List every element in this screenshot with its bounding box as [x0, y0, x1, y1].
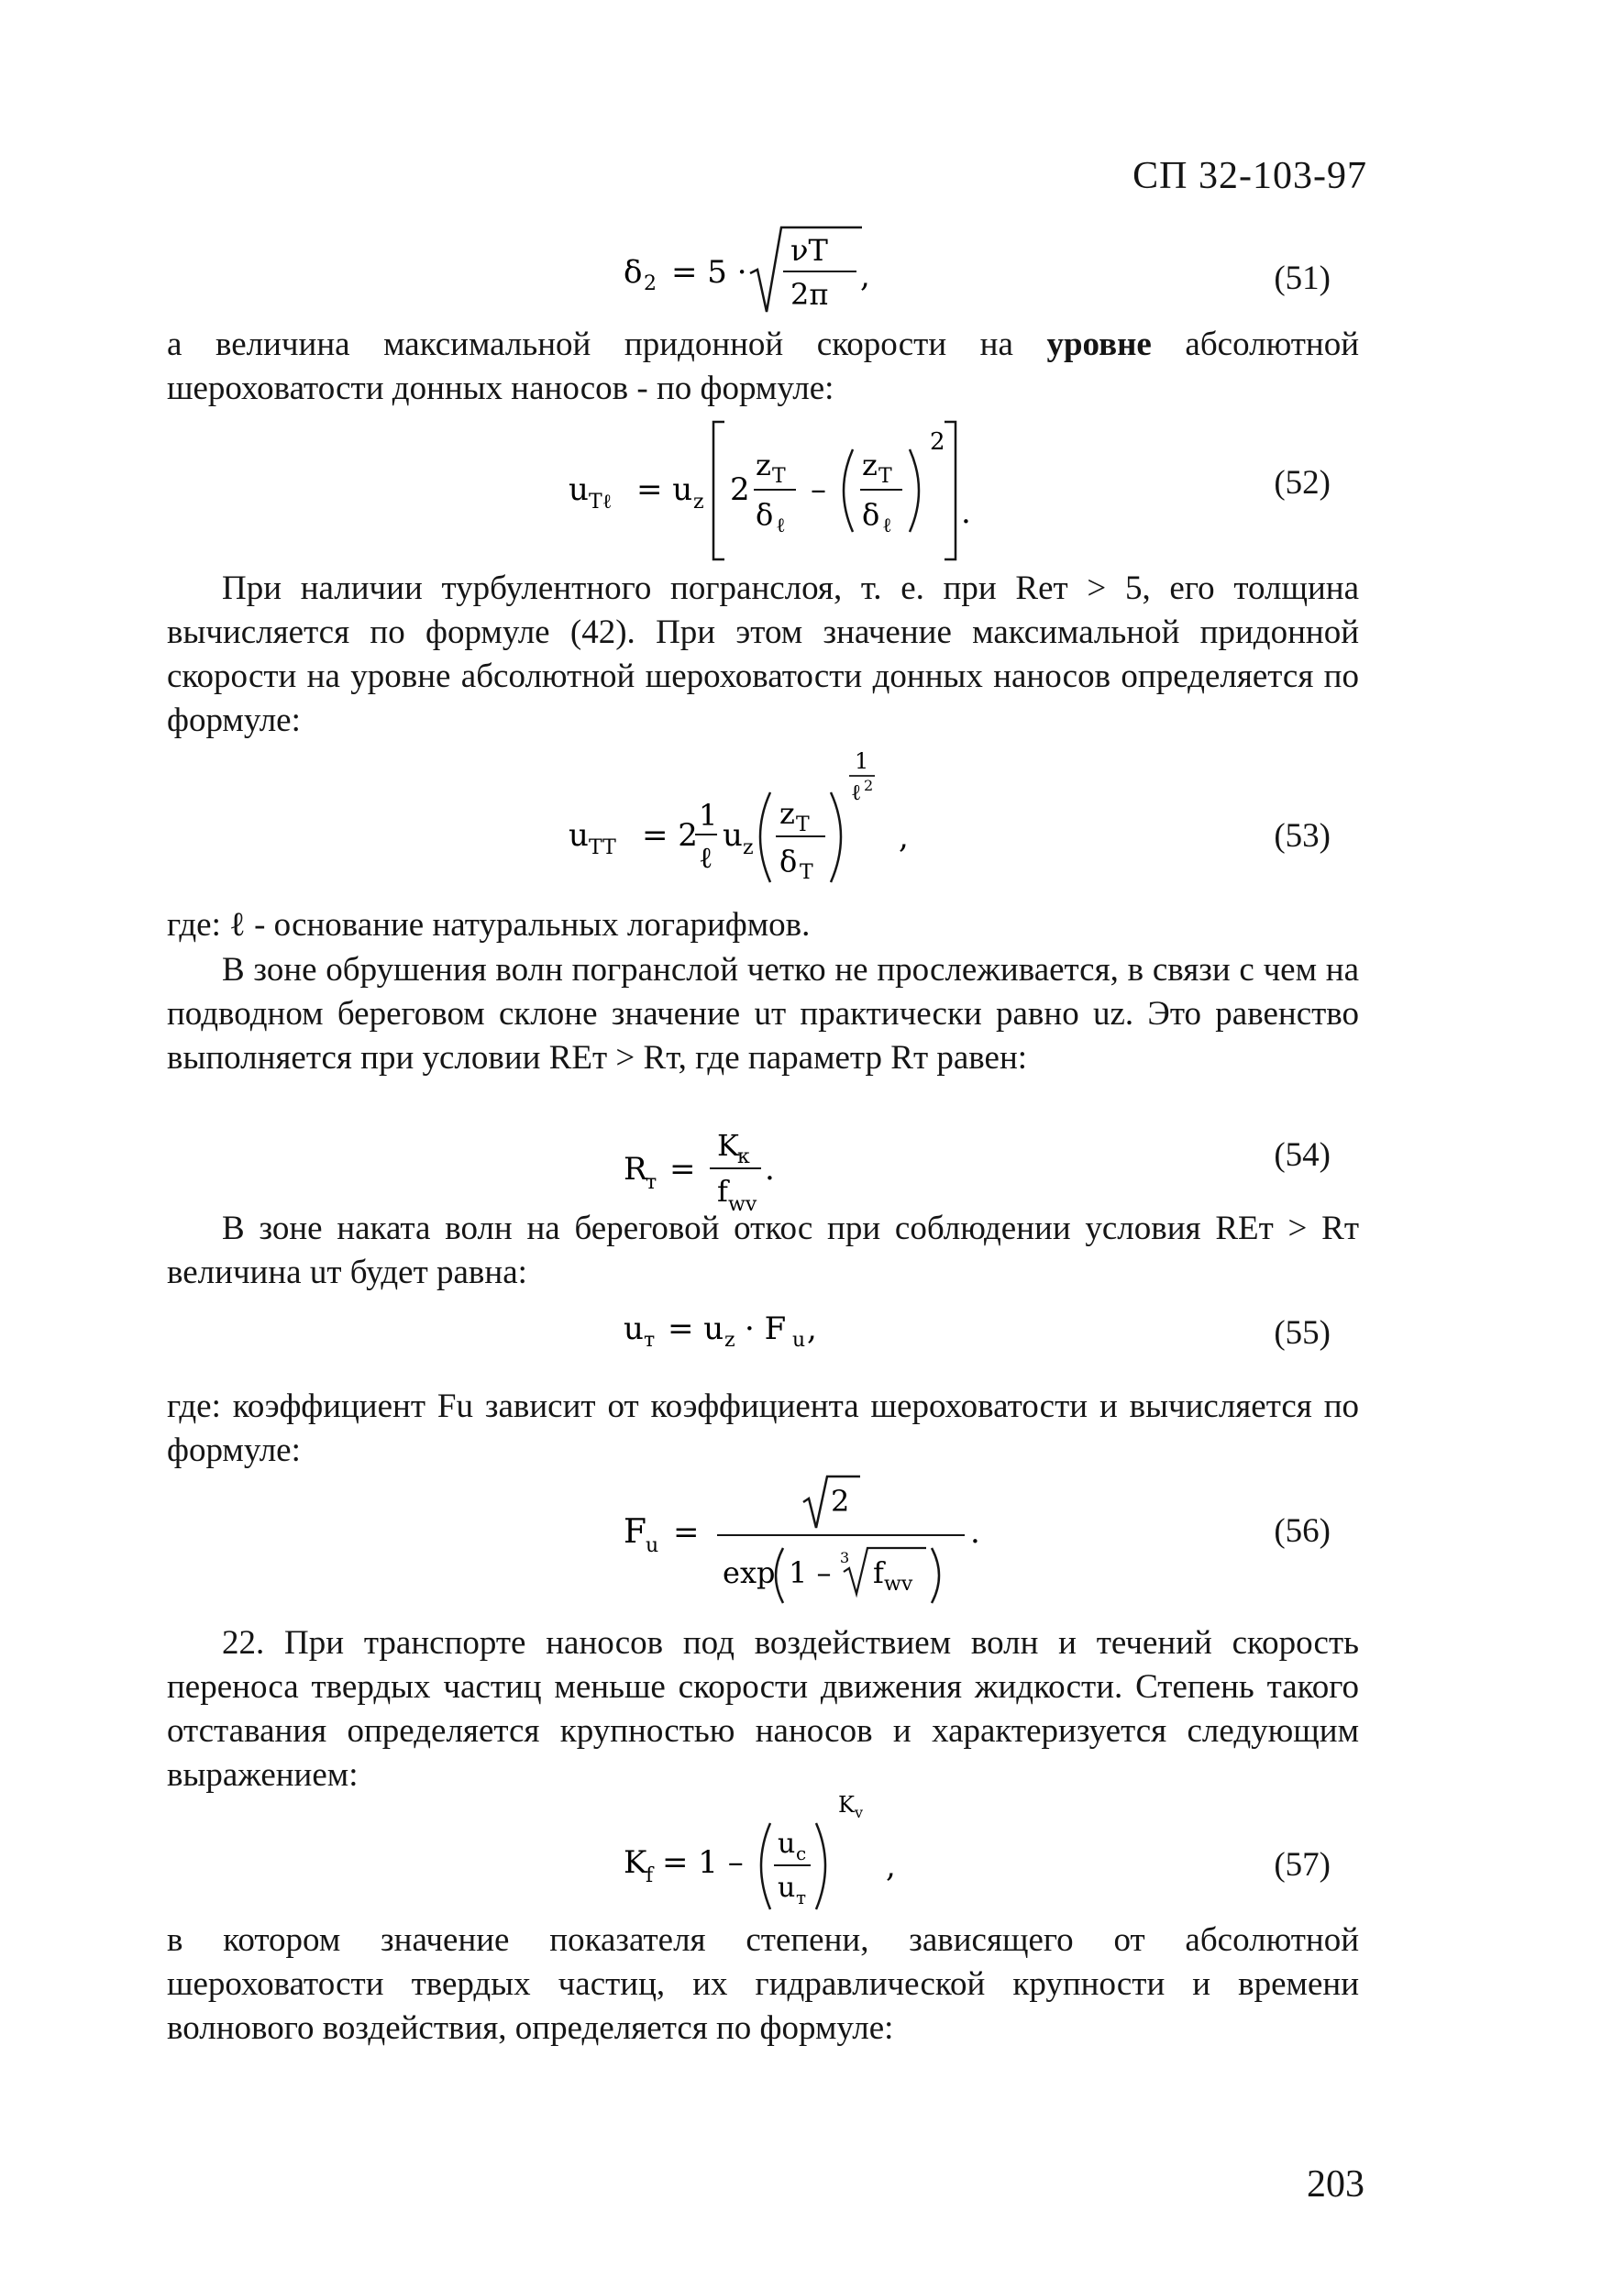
paragraph-wave-breaking-zone: В зоне обрушения волн погранслой четко не прослеживается, в связи с чем на подводном береговом склоне значение uт практически равно uz. Это равенство выполняется при условии REт > Rт, где параметр Rт равен:	[167, 951, 1359, 1077]
svg-text:R: R	[624, 1151, 647, 1188]
equation-number-55: (55)	[1274, 1314, 1331, 1352]
svg-text:=: =	[669, 1151, 696, 1188]
paragraph-fu-coefficient: где: коэффициент Fu зависит от коэффициента шероховатости и вычисляется по формуле:	[167, 1388, 1359, 1469]
formula-56	[614, 1465, 1000, 1612]
paragraph-max-bottom-velocity	[167, 323, 1359, 411]
svg-text:u: u	[569, 817, 589, 854]
svg-text:= 2: = 2	[642, 817, 698, 854]
equation-number-56: (56)	[1274, 1512, 1331, 1550]
svg-text:1: 1	[855, 748, 869, 774]
formula-52	[559, 413, 1073, 569]
svg-text:u: u	[778, 1872, 796, 1904]
svg-text:F: F	[624, 1513, 646, 1551]
svg-text:,: ,	[860, 258, 870, 294]
equation-number-57: (57)	[1274, 1846, 1331, 1884]
svg-text:ℓ: ℓ	[776, 514, 786, 537]
svg-text:TT: TT	[589, 836, 616, 859]
svg-text:2π: 2π	[790, 277, 829, 312]
formula-54	[614, 1110, 853, 1220]
svg-text:z: z	[756, 448, 771, 482]
svg-text:2: 2	[831, 1484, 850, 1519]
formula-57	[614, 1788, 945, 1926]
svg-text:z: z	[743, 836, 754, 859]
svg-text:δ: δ	[862, 497, 880, 532]
svg-text:1: 1	[699, 798, 718, 833]
equation-number-53: (53)	[1274, 817, 1331, 855]
svg-text:· F: · F	[745, 1310, 787, 1347]
paragraph-22-sediment-transport: 22. При транспорте наносов под воздействием волн и течений скорость переноса твердых частиц меньше скорости движения жидкости. Степень такого отставания определяется крупностью наносов и характеризуется следующим выражением:	[167, 1624, 1359, 1794]
svg-text:T: T	[772, 465, 786, 488]
equation-number-52: (52)	[1274, 464, 1331, 502]
svg-text:к: к	[737, 1145, 750, 1168]
paragraph-bold-word: уровне	[1046, 326, 1152, 363]
svg-text:f: f	[646, 1864, 654, 1887]
formula-54-graphic	[614, 1110, 853, 1220]
svg-text:ℓ: ℓ	[699, 840, 713, 875]
svg-text:T: T	[878, 465, 892, 488]
svg-text:K: K	[838, 1792, 855, 1818]
svg-text:T: T	[796, 813, 810, 836]
svg-text:c: c	[796, 1842, 807, 1864]
svg-text:u: u	[792, 1329, 806, 1352]
formula-55	[614, 1293, 908, 1366]
svg-text:u: u	[723, 817, 743, 854]
paragraph-turbulent-layer: При наличии турбулентного погранслоя, т. е. при Reт > 5, его толщина вычисляется по формуле (42). При этом значение максимальной придонной скорости на уровне абсолютной шероховатости донных наносов определяется по формуле:	[167, 570, 1359, 739]
svg-text:= u: = u	[636, 471, 693, 508]
equation-number-51: (51)	[1274, 260, 1331, 297]
svg-text:T: T	[800, 861, 813, 884]
formula-51-graphic	[587, 209, 917, 328]
svg-text:δ: δ	[756, 497, 774, 532]
paragraph-text: а величина максимальной придонной скорости на	[167, 326, 1047, 363]
svg-text:= u: = u	[668, 1310, 724, 1347]
svg-text:,: ,	[899, 819, 909, 856]
paragraph-exponent-definition: в котором значение показателя степени, зависящего от абсолютной шероховатости твердых частиц, их гидравлической крупности и времени волнового воздействия, определяется по формуле:	[167, 1921, 1359, 2047]
svg-text:νT: νT	[790, 233, 828, 268]
svg-text:т: т	[644, 1329, 656, 1352]
svg-text:u: u	[778, 1828, 796, 1860]
svg-text:v: v	[855, 1804, 864, 1821]
svg-text:u: u	[646, 1534, 659, 1557]
equation-number-54: (54)	[1274, 1136, 1331, 1174]
svg-text:,: ,	[886, 1848, 896, 1885]
paragraph-wave-run-up-zone: В зоне наката волн на береговой откос при соблюдении условия REт > Rт величина uт будет равна:	[167, 1210, 1359, 1291]
svg-text:.: .	[765, 1151, 775, 1188]
svg-text:δ: δ	[779, 844, 798, 879]
svg-text:2: 2	[730, 471, 750, 508]
svg-text:2: 2	[864, 777, 874, 794]
paragraph-natural-log-base: где: ℓ - основание натуральных логарифмов.	[167, 906, 811, 944]
svg-text:wv: wv	[728, 1193, 757, 1216]
svg-text:= 1 –: = 1 –	[662, 1844, 744, 1881]
svg-text:.: .	[961, 494, 971, 531]
formula-56-graphic	[614, 1465, 1000, 1612]
formula-53	[559, 745, 1073, 901]
svg-text:z: z	[724, 1329, 735, 1352]
svg-text:f: f	[717, 1174, 728, 1209]
svg-text:K: K	[717, 1128, 739, 1163]
svg-text:2: 2	[930, 428, 945, 456]
svg-text:f: f	[873, 1555, 884, 1590]
svg-text:z: z	[779, 796, 795, 831]
svg-text:т: т	[796, 1886, 807, 1908]
svg-text:u: u	[569, 471, 589, 508]
formula-55-graphic	[614, 1293, 908, 1366]
svg-text:K: K	[624, 1844, 647, 1881]
svg-text:1 –: 1 –	[789, 1555, 832, 1590]
formula-53-graphic	[559, 745, 1073, 901]
svg-text:–: –	[811, 471, 826, 508]
svg-text:u: u	[624, 1310, 644, 1347]
page-number: 203	[1307, 2163, 1364, 2206]
svg-text:Tℓ: Tℓ	[589, 491, 613, 514]
svg-text:= 5 ·: = 5 ·	[671, 254, 747, 291]
paragraph-text: абсолютной шероховатости донных наносов - по формуле:	[167, 326, 1359, 407]
formula-52-graphic	[559, 413, 1073, 569]
svg-text:2: 2	[644, 272, 657, 295]
svg-text:ℓ: ℓ	[882, 514, 892, 537]
svg-text:z: z	[693, 491, 704, 514]
formula-57-graphic	[614, 1788, 945, 1926]
svg-text:exp: exp	[723, 1555, 776, 1590]
document-code-header: СП 32-103-97	[1132, 155, 1367, 197]
svg-text:=: =	[673, 1514, 700, 1551]
svg-text:wv: wv	[884, 1573, 913, 1596]
svg-text:,: ,	[807, 1310, 817, 1347]
svg-text:ℓ: ℓ	[851, 780, 862, 805]
svg-text:т: т	[646, 1171, 657, 1194]
svg-text:3: 3	[840, 1549, 850, 1566]
formula-51	[587, 209, 917, 328]
svg-text:.: .	[970, 1514, 980, 1551]
svg-text:z: z	[862, 448, 878, 482]
svg-text:δ: δ	[624, 254, 643, 291]
